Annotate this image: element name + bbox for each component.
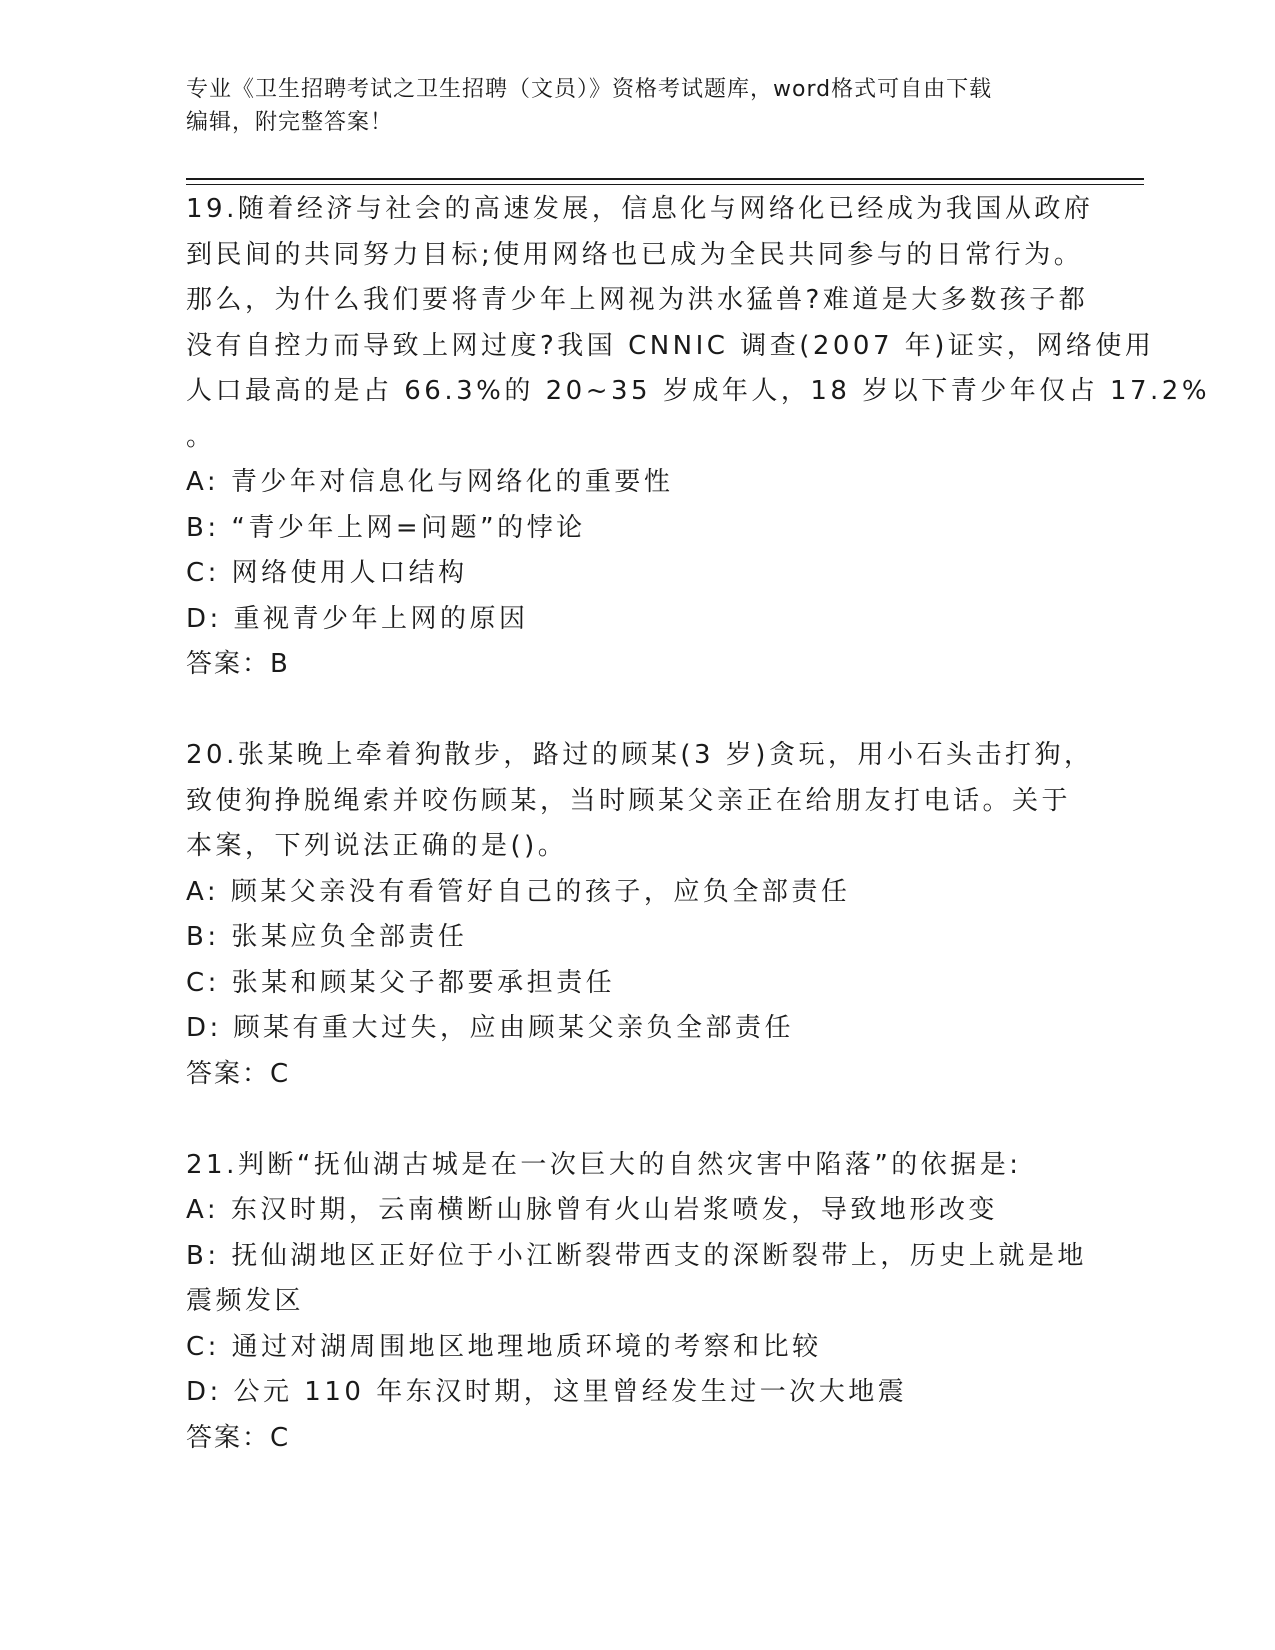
header-line-1: 专业《卫生招聘考试之卫生招聘（文员）》资格考试题库，word格式可自由下载 — [186, 77, 993, 102]
option-d: D: 顾某有重大过失，应由顾某父亲负全部责任 — [186, 1013, 795, 1043]
answer-label: 答案：C — [186, 1058, 291, 1089]
question-19 — [186, 187, 1211, 688]
option-a: A: 东汉时期，云南横断山脉曾有火山岩浆喷发，导致地形改变 — [186, 1195, 998, 1225]
question-list — [186, 187, 1211, 1461]
option-d: D: 重视青少年上网的原因 — [186, 603, 529, 634]
header-divider-thin — [186, 184, 1144, 185]
option-c: C: 张某和顾某父子都要承担责任 — [186, 967, 616, 998]
header-line-2: 编辑，附完整答案！ — [186, 110, 394, 135]
option-b-continued: 震频发区 — [186, 1286, 305, 1316]
question-stem-line: 20.张某晚上牵着狗散步，路过的顾某(3 岁)贪玩，用小石头击打狗， — [186, 740, 1094, 770]
option-a: A: 顾某父亲没有看管好自己的孩子，应负全部责任 — [186, 876, 851, 907]
option-b: B: “青少年上网=问题”的悖论 — [186, 512, 586, 543]
question-21 — [186, 1143, 1086, 1462]
question-stem-line: 到民间的共同努力目标;使用网络也已成为全民共同参与的日常行为。 — [186, 239, 1084, 270]
question-stem-line: 人口最高的是占 66.3%的 20~35 岁成年人，18 岁以下青少年仅占 17.2% — [186, 376, 1211, 406]
answer-label: 答案：B — [186, 649, 290, 679]
option-d: D: 公元 110 年东汉时期，这里曾经发生过一次大地震 — [186, 1377, 908, 1407]
option-c: C: 通过对湖周围地区地理地质环境的考察和比较 — [186, 1331, 822, 1362]
question-spacer — [186, 688, 1086, 734]
option-c: C: 网络使用人口结构 — [186, 558, 468, 588]
question-stem-line: 。 — [186, 421, 216, 452]
answer-label: 答案：C — [186, 1422, 291, 1453]
option-a: A: 青少年对信息化与网络化的重要性 — [186, 467, 674, 497]
option-b: B: 抚仙湖地区正好位于小江断裂带西支的深断裂带上，历史上就是地 — [186, 1240, 1087, 1271]
question-stem-line: 致使狗挣脱绳索并咬伤顾某，当时顾某父亲正在给朋友打电话。关于 — [186, 785, 1072, 816]
question-stem-line: 21.判断“抚仙湖古城是在一次巨大的自然灾害中陷落”的依据是: — [186, 1149, 1022, 1180]
question-stem-line: 没有自控力而导致上网过度?我国 CNNIC 调查(2007 年)证实，网络使用 — [186, 330, 1155, 361]
page-header — [186, 73, 1086, 139]
question-spacer — [186, 1097, 1086, 1143]
question-stem-line: 本案，下列说法正确的是()。 — [186, 831, 568, 861]
question-20 — [186, 733, 1094, 1097]
question-stem-line: 那么，为什么我们要将青少年上网视为洪水猛兽?难道是大多数孩子都 — [186, 285, 1089, 315]
option-b: B: 张某应负全部责任 — [186, 922, 468, 952]
question-stem-line: 19.随着经济与社会的高速发展，信息化与网络化已经成为我国从政府 — [186, 194, 1094, 224]
header-divider-thick — [186, 178, 1144, 180]
